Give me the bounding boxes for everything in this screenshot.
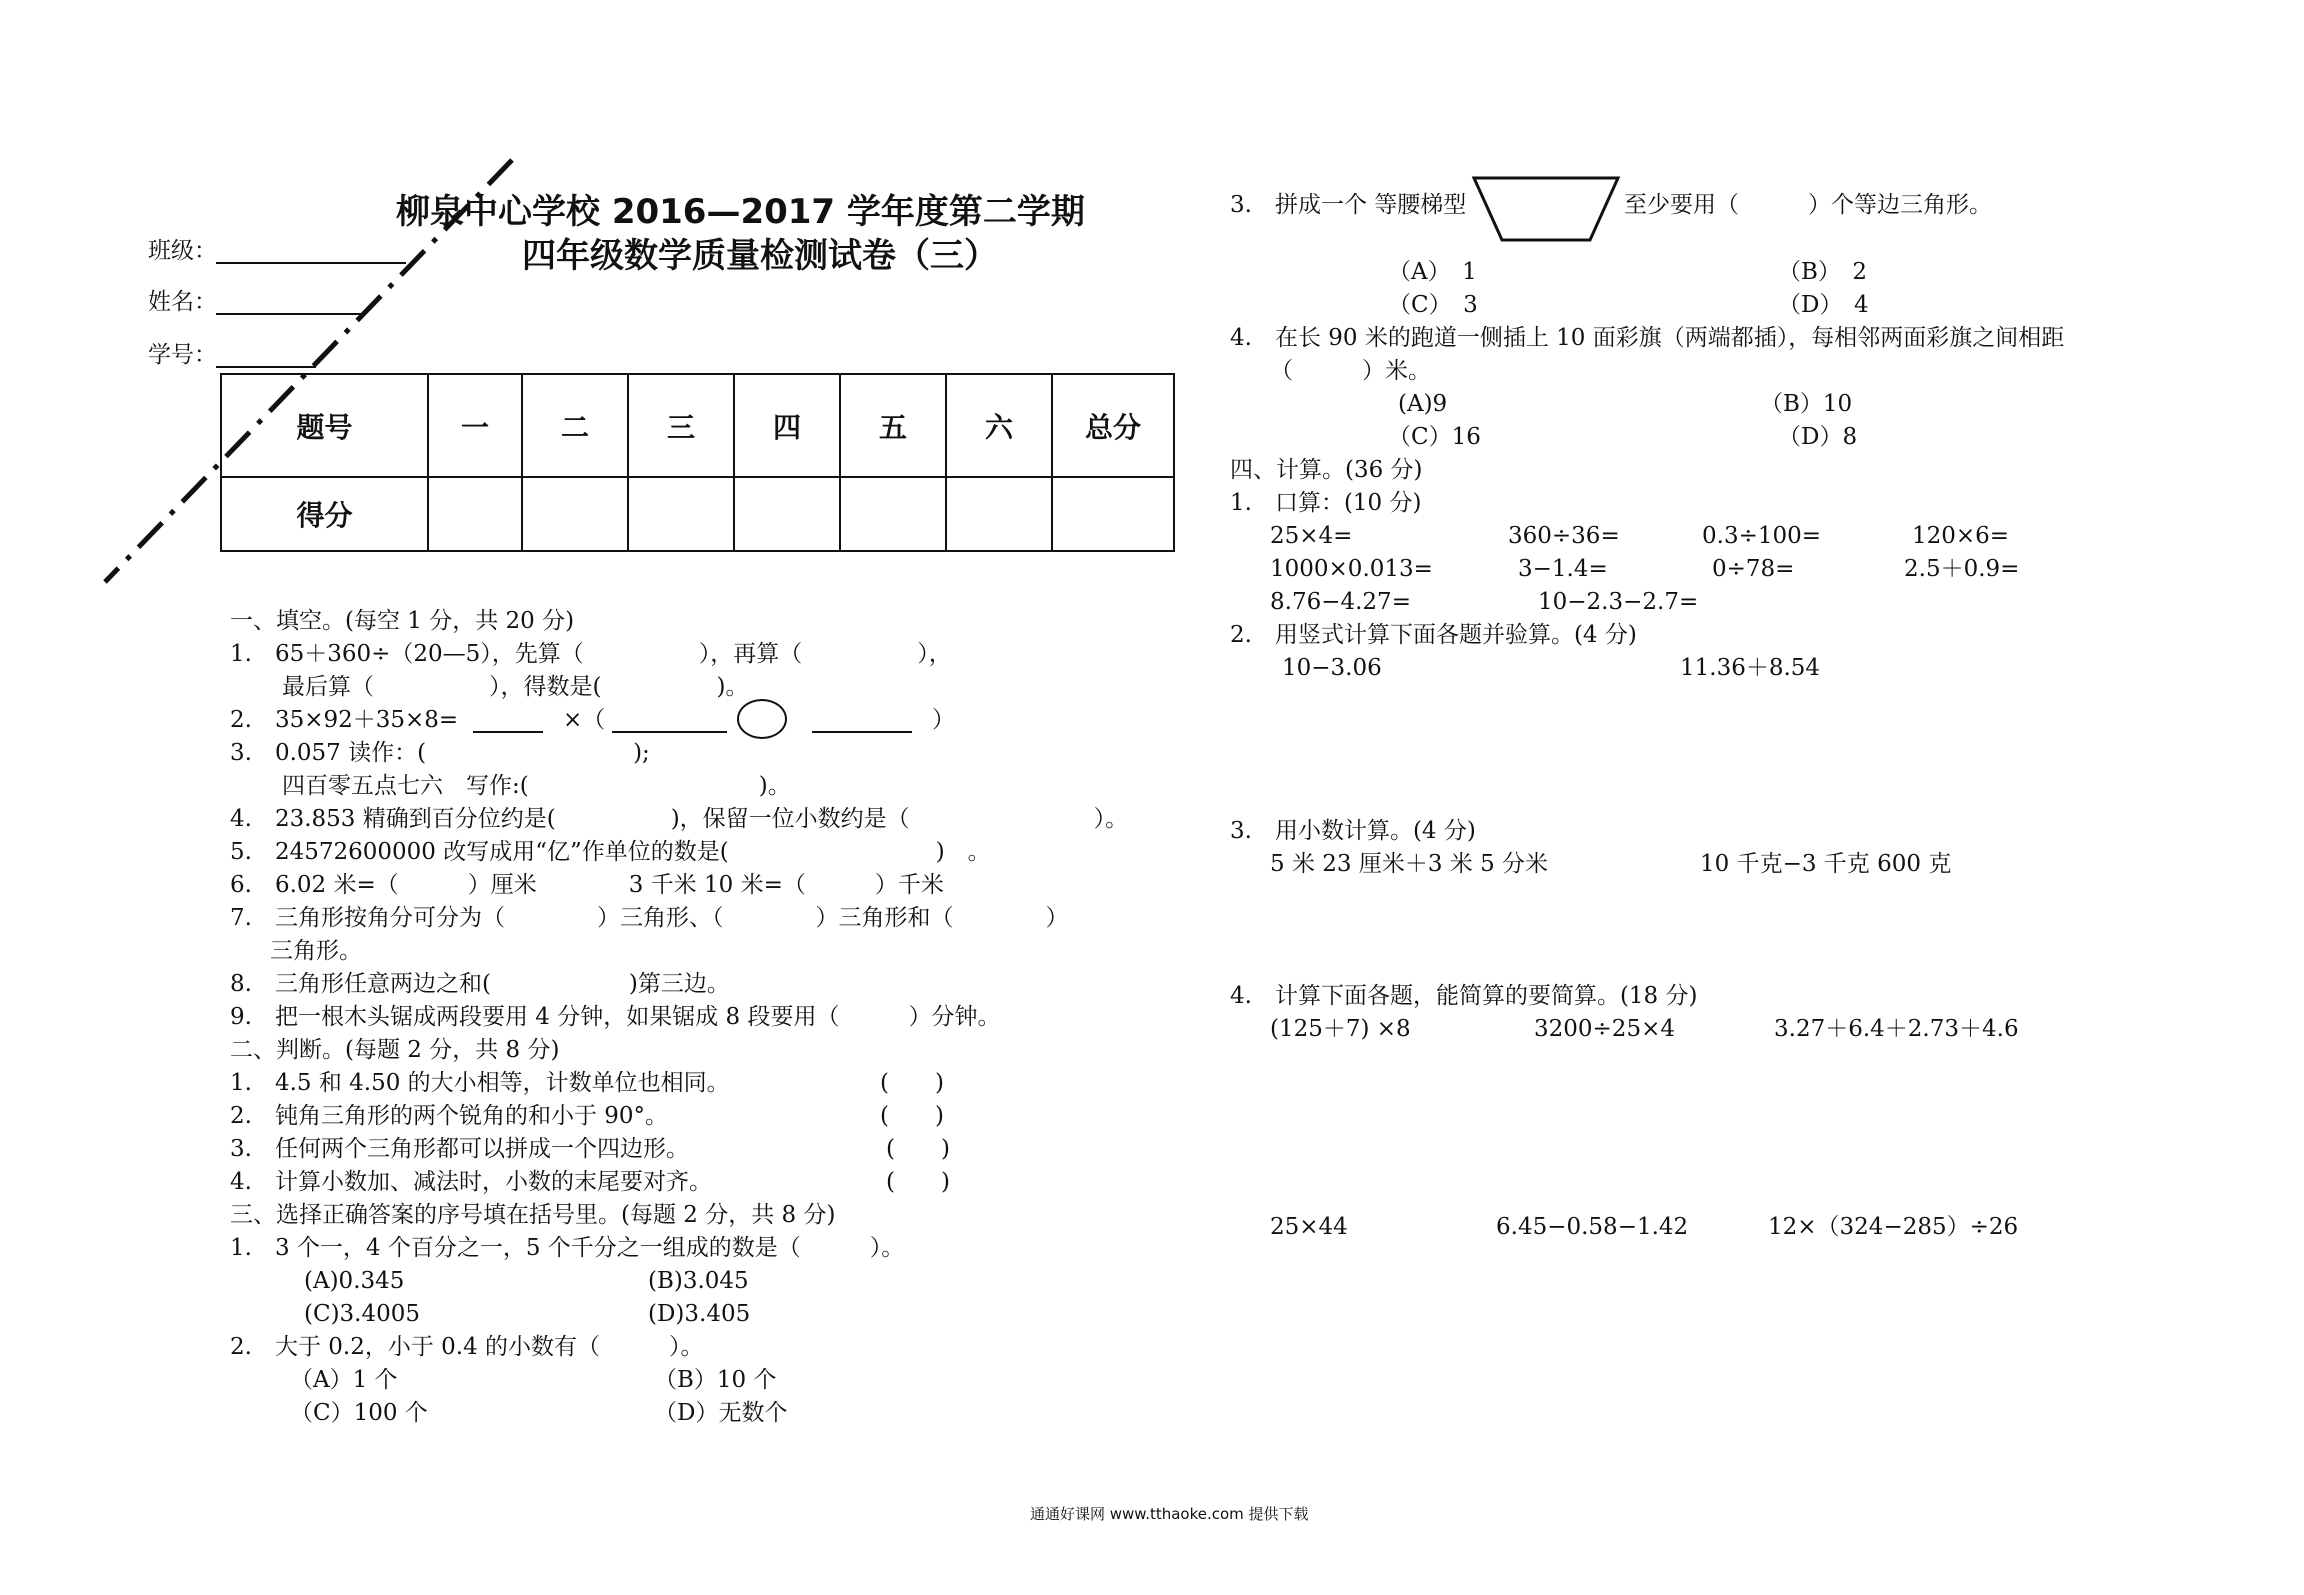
q1-3: 3. 0.057 读作：( ); [230,740,650,766]
score-cell[interactable] [946,477,1052,551]
q3-1: 1. 3 个一，4 个百分之一，5 个千分之一组成的数是（ ）。 [230,1235,905,1261]
q3-4-cont: （ ）米。 [1270,358,1431,384]
q4-4: 4. 计算下面各题，能简算的要简算。(18 分) [1230,983,1698,1009]
q4-1: 1. 口算：(10 分) [1230,490,1422,516]
score-header-cell: 一 [428,374,522,477]
q3-3-option-c: （C） 3 [1388,292,1478,318]
q3-2-option-b: （B）10 个 [654,1367,777,1393]
simplify-calc: 3200÷25×4 [1534,1016,1675,1042]
oral-calc: 360÷36= [1508,523,1620,549]
q1-7: 7. 三角形按角分可分为（ ）三角形、（ ）三角形和（ ） [230,905,1069,931]
score-value-row [221,477,1174,551]
score-row-label: 得分 [221,477,428,551]
oral-calc: 0.3÷100= [1702,523,1822,549]
q3-2-option-c: （C）100 个 [290,1400,428,1426]
q3-4-option-c: （C）16 [1388,424,1481,450]
simplify-calc: 3.27＋6.4＋2.73＋4.6 [1774,1016,2019,1042]
q3-3-option-d: （D） 4 [1778,292,1869,318]
simplify-calc: (125＋7) ×8 [1270,1016,1411,1042]
section-4-heading: 四、计算。(36 分) [1230,457,1423,483]
q3-2-option-d: （D）无数个 [654,1400,788,1426]
q3-4-option-d: （D）8 [1778,424,1858,450]
name-label: 姓名： [148,289,217,315]
q2-4-answer[interactable]: ( ) [886,1169,950,1195]
simplify-calc: 12×（324−285）÷26 [1768,1214,2019,1240]
q3-1-option-d: (D)3.405 [648,1301,751,1327]
q3-1-option-b: (B)3.045 [648,1268,749,1294]
class-field[interactable] [216,236,406,264]
oral-calc: 8.76−4.27= [1270,589,1411,615]
q2-4: 4. 计算小数加、减法时，小数的末尾要对齐。 [230,1169,712,1195]
q1-9: 9. 把一根木头锯成两段要用 4 分钟，如果锯成 8 段要用（ ）分钟。 [230,1004,1001,1030]
score-cell[interactable] [1052,477,1174,551]
vertical-calc: 10−3.06 [1282,655,1382,681]
score-cell[interactable] [734,477,840,551]
score-header-row [221,374,1174,477]
class-label: 班级： [148,238,217,264]
q2-3-answer[interactable]: ( ) [886,1136,950,1162]
oral-calc: 0÷78= [1712,556,1795,582]
oral-calc: 120×6= [1912,523,2010,549]
oral-calc: 1000×0.013= [1270,556,1433,582]
score-cell[interactable] [428,477,522,551]
q3-1-option-c: (C)3.4005 [304,1301,421,1327]
q3-1-option-a: (A)0.345 [304,1268,405,1294]
oral-calc: 25×4= [1270,523,1353,549]
q1-5: 5. 24572600000 改写成用“亿”作单位的数是( ) 。 [230,839,991,865]
score-header-cell: 六 [946,374,1052,477]
q1-4: 4. 23.853 精确到百分位约是( )，保留一位小数约是（ ）。 [230,806,1129,832]
score-header-cell: 总分 [1052,374,1174,477]
q3-3: 3. 拼成一个 等腰梯型 [1230,192,1467,218]
decimal-calc: 10 千克−3 千克 600 克 [1700,851,1952,877]
score-cell[interactable] [628,477,734,551]
q2-2: 2. 钝角三角形的两个锐角的和小于 90°。 [230,1103,669,1129]
score-header-cell: 题号 [221,374,428,477]
id-label: 学号： [148,342,217,368]
q4-2: 2. 用竖式计算下面各题并验算。(4 分) [1230,622,1637,648]
score-header-cell: 二 [522,374,628,477]
score-table [220,373,1175,552]
q1-3-cont: 四百零五点七六 写作:( )。 [282,773,791,799]
footer-credit: 通通好课网 www.tthaoke.com 提供下载 [1030,1505,1309,1523]
section-1-heading: 一、填空。(每空 1 分，共 20 分) [230,608,575,634]
oral-calc: 3−1.4= [1518,556,1608,582]
q2-1-answer[interactable]: ( ) [880,1070,944,1096]
exam-title-line1: 柳泉中心学校 2016—2017 学年度第二学期 [396,192,1085,232]
q1-6: 6. 6.02 米=（ ）厘米 3 千米 10 米=（ ）千米 [230,872,944,898]
q1-2-times: ×（ [563,707,606,733]
q3-4-option-a: (A)9 [1398,391,1448,417]
q3-2: 2. 大于 0.2，小于 0.4 的小数有（ ）。 [230,1334,704,1360]
q3-3-cont: 至少要用（ ）个等边三角形。 [1624,192,1992,218]
oral-calc: 2.5＋0.9= [1904,556,2020,582]
q1-2: 2. 35×92＋35×8= [230,707,459,733]
q2-1: 1. 4.5 和 4.50 的大小相等，计数单位也相同。 [230,1070,730,1096]
q3-2-option-a: （A）1 个 [290,1367,398,1393]
section-2-heading: 二、判断。(每题 2 分，共 8 分) [230,1037,560,1063]
score-cell[interactable] [840,477,946,551]
q1-1: 1. 65＋360÷（20—5），先算（ ），再算（ ）， [230,641,952,667]
q2-2-answer[interactable]: ( ) [880,1103,944,1129]
q1-2-blank2[interactable] [612,711,727,733]
q1-7-cont: 三角形。 [270,938,362,964]
q1-8: 8. 三角形任意两边之和( )第三边。 [230,971,730,997]
q1-2-blank1[interactable] [473,711,543,733]
q3-3-option-b: （B） 2 [1778,259,1868,285]
score-header-cell: 四 [734,374,840,477]
score-cell[interactable] [522,477,628,551]
id-field[interactable] [216,340,316,368]
simplify-calc: 25×44 [1270,1214,1348,1240]
exam-title-line2: 四年级数学质量检测试卷（三） [522,236,998,276]
q3-4: 4. 在长 90 米的跑道一侧插上 10 面彩旗（两端都插），每相邻两面彩旗之间相距 [1230,325,2065,351]
name-field[interactable] [216,287,366,315]
q1-2-circle[interactable] [737,699,787,739]
score-header-cell: 三 [628,374,734,477]
q4-3: 3. 用小数计算。(4 分) [1230,818,1476,844]
q1-1-cont: 最后算（ ），得数是( )。 [282,674,749,700]
trapezoid-icon [1470,174,1622,244]
simplify-calc: 6.45−0.58−1.42 [1496,1214,1689,1240]
q1-2-blank3[interactable] [812,711,912,733]
q3-3-option-a: （A） 1 [1388,259,1477,285]
q1-2-close: ） [932,707,955,733]
q2-3: 3. 任何两个三角形都可以拼成一个四边形。 [230,1136,689,1162]
q3-4-option-b: （B）10 [1760,391,1853,417]
oral-calc: 10−2.3−2.7= [1538,589,1699,615]
decimal-calc: 5 米 23 厘米＋3 米 5 分米 [1270,851,1549,877]
score-header-cell: 五 [840,374,946,477]
section-3-heading: 三、选择正确答案的序号填在括号里。(每题 2 分，共 8 分) [230,1202,836,1228]
vertical-calc: 11.36＋8.54 [1680,655,1821,681]
